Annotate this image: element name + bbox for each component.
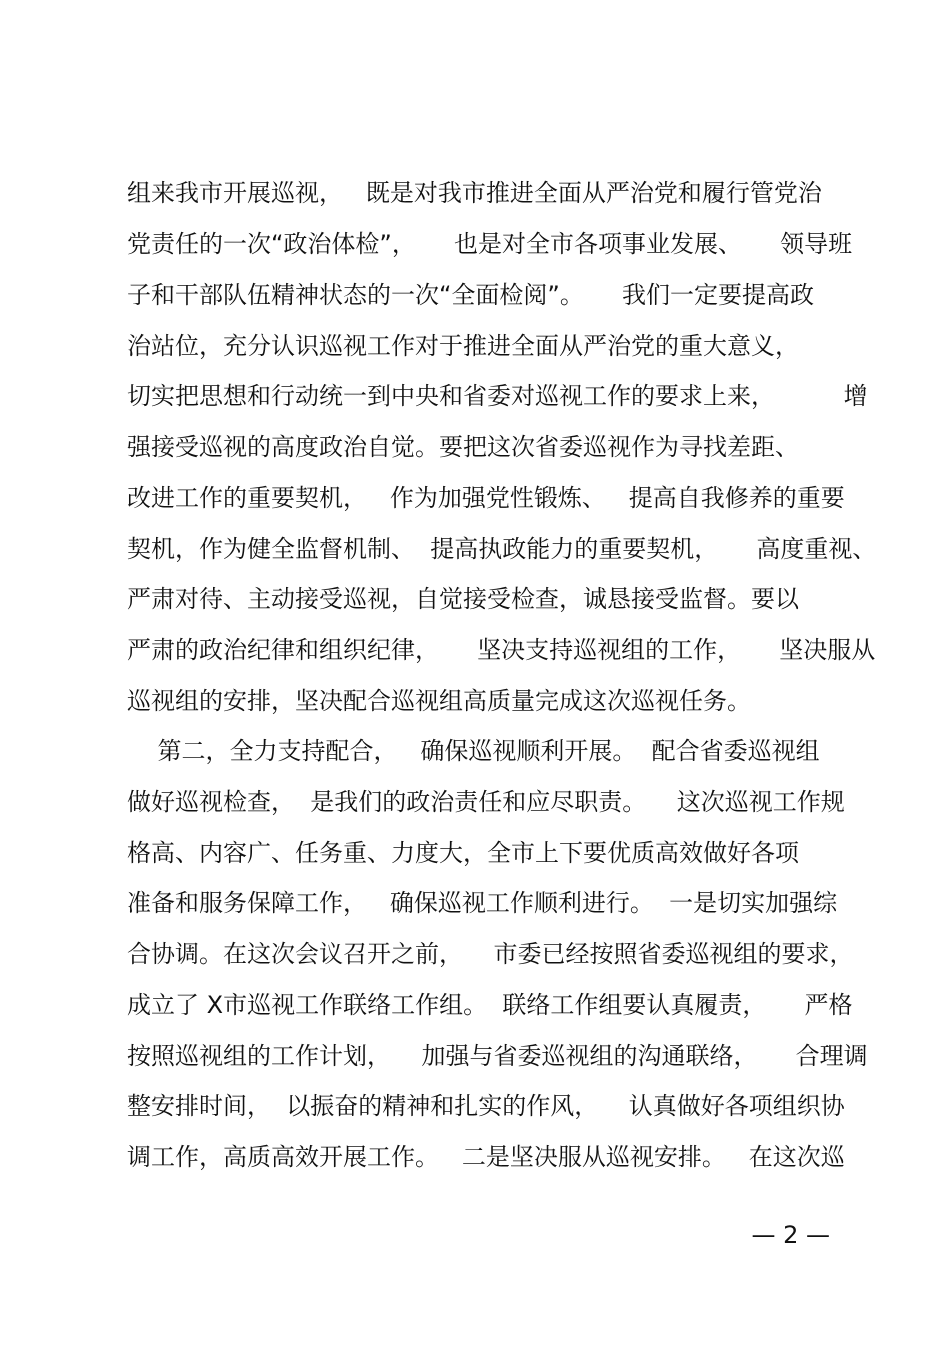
text-line-7: 改进工作的重要契机， 作为加强党性锻炼、 提高自我修养的重要 bbox=[127, 484, 845, 512]
text-line-2: 党责任的一次“政治体检”， 也是对全市各项事业发展、 领导班 bbox=[127, 230, 853, 258]
text-line-18: 按照巡视组的工作计划， 加强与省委巡视组的沟通联络， 合理调 bbox=[127, 1042, 868, 1070]
text-line-4: 治站位，充分认识巡视工作对于推进全面从严治党的重大意义， bbox=[127, 332, 799, 360]
text-line-6: 强接受巡视的高度政治自觉。要把这次省委巡视作为寻找差距、 bbox=[127, 433, 799, 461]
text-line-1: 组来我市开展巡视， 既是对我市推进全面从严治党和履行管党治 bbox=[127, 179, 822, 207]
text-line-17: 成立了 X市巡视工作联络工作组。 联络工作组要认真履责， 严格 bbox=[127, 991, 853, 1019]
text-line-19: 整安排时间， 以振奋的精神和扎实的作风， 认真做好各项组织协 bbox=[127, 1092, 845, 1120]
text-line-5: 切实把思想和行动统一到中央和省委对巡视工作的要求上来， 增 bbox=[127, 382, 868, 410]
text-line-3: 子和干部队伍精神状态的一次“全面检阅”。 我们一定要提高政 bbox=[127, 281, 815, 309]
page-number: — 2 — bbox=[751, 1221, 830, 1249]
text-line-12: 第二，全力支持配合， 确保巡视顺利开展。 配合省委巡视组 bbox=[127, 737, 820, 765]
text-line-20: 调工作，高质高效开展工作。 二是坚决服从巡视安排。 在这次巡 bbox=[127, 1143, 845, 1171]
text-line-10: 严肃的政治纪律和组织纪律， 坚决支持巡视组的工作， 坚决服从 bbox=[127, 636, 876, 664]
text-line-13: 做好巡视检查， 是我们的政治责任和应尽职责。 这次巡视工作规 bbox=[127, 788, 845, 816]
text-line-15: 准备和服务保障工作， 确保巡视工作顺利进行。 一是切实加强综 bbox=[127, 889, 838, 917]
text-line-8: 契机，作为健全监督机制、 提高执政能力的重要契机， 高度重视、 bbox=[127, 535, 877, 563]
text-line-9: 严肃对待、主动接受巡视，自觉接受检查，诚恳接受监督。要以 bbox=[127, 585, 799, 613]
text-line-11: 巡视组的安排，坚决配合巡视组高质量完成这次巡视任务。 bbox=[127, 687, 751, 715]
text-line-14: 格高、内容广、任务重、力度大，全市上下要优质高效做好各项 bbox=[127, 839, 799, 867]
text-line-16: 合协调。在这次会议召开之前， 市委已经按照省委巡视组的要求， bbox=[127, 940, 854, 968]
